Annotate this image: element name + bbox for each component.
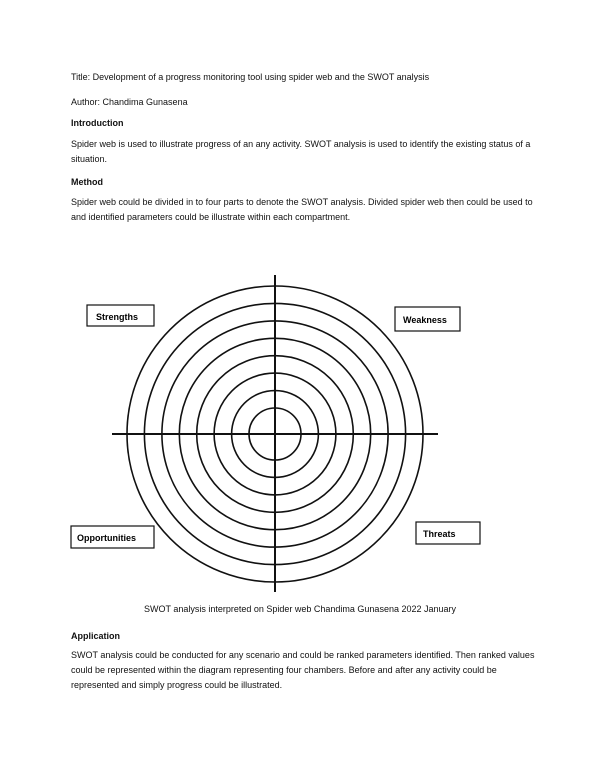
threats-label: Threats [423,529,456,539]
opportunities-box [71,526,154,548]
method-body: Spider web could be divided in to four parts to denote the SWOT analysis. Divided spider web then could be used to and identified parameters could be illustrate within each compartment. [71,197,533,222]
application-body: SWOT analysis could be conducted for any scenario and could be ranked parameters identified. Then ranked values could be represented within the diagram representing four chambers. Before and after any activity could be represented and simply progress could be illustrated. [71,650,535,690]
introduction-heading: Introduction [71,118,124,128]
author-line: Author: Chandima Gunasena [71,97,188,107]
figure-caption: SWOT analysis interpreted on Spider web Chandima Gunasena 2022 January [143,604,456,614]
title-line: Title: Development of a progress monitoring tool using spider web and the SWOT analysis [71,72,430,82]
opportunities-label: Opportunities [77,533,136,543]
weakness-box [395,307,460,331]
application-heading: Application [71,631,120,641]
method-heading: Method [71,177,103,187]
introduction-body: Spider web is used to illustrate progress of an any activity. SWOT analysis is used to identify the existing status of a situation. [71,139,531,164]
strengths-box [87,305,154,326]
strengths-label: Strengths [96,312,139,322]
threats-box [416,522,480,544]
weakness-label: Weakness [403,315,447,325]
